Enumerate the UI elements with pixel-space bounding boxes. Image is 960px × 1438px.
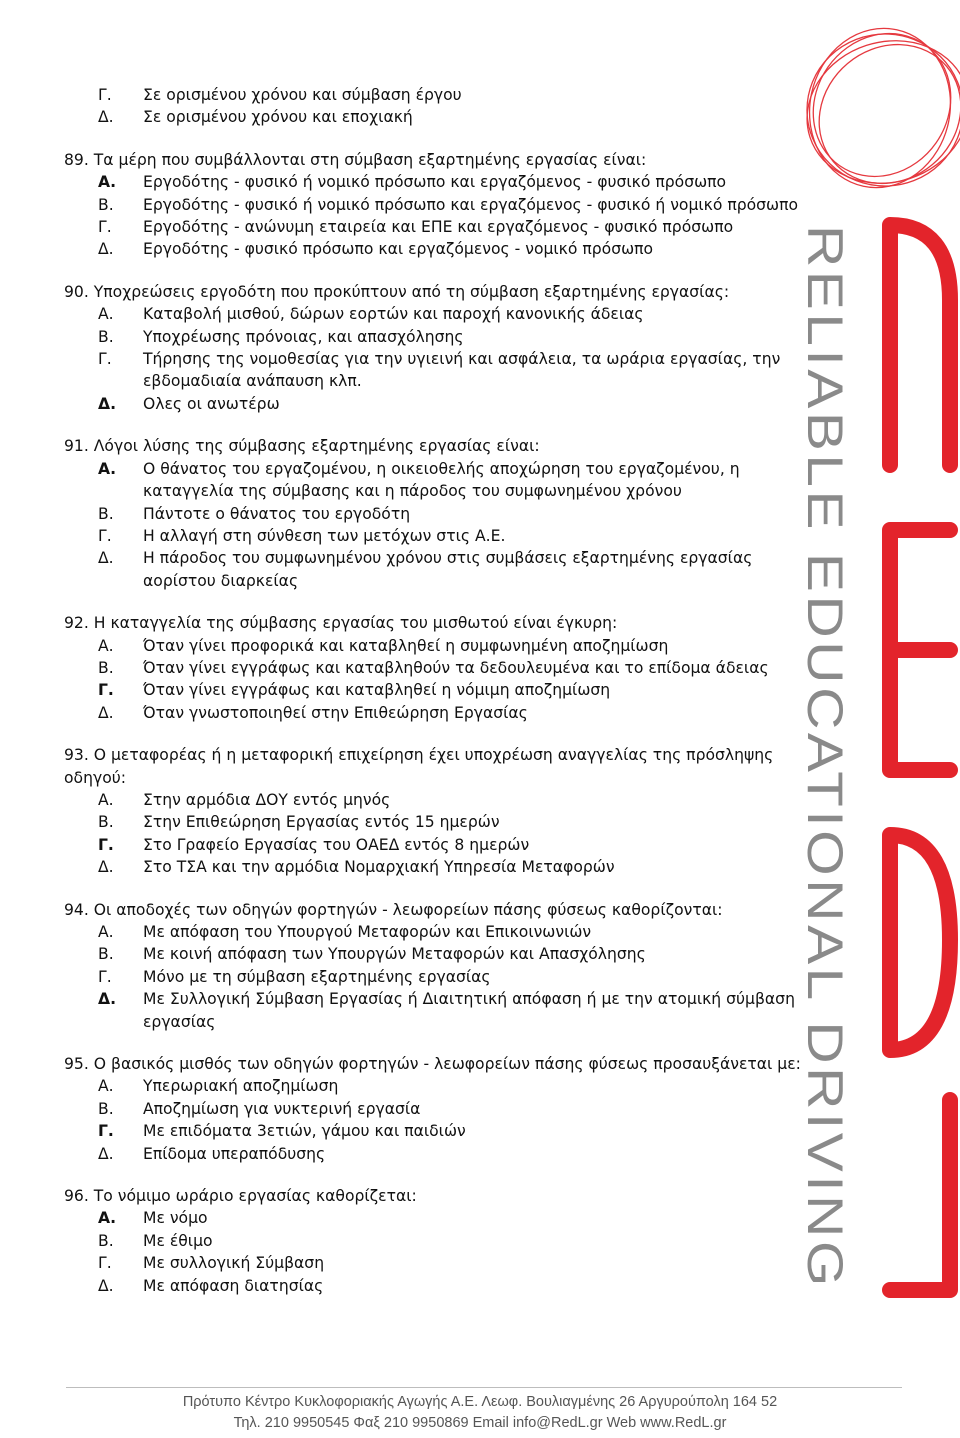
question-block — [64, 281, 804, 415]
answer-option — [64, 1207, 804, 1229]
answer-option — [64, 525, 804, 547]
option-text: Με απόφαση του Υπουργού Μεταφορών και Επικοινωνιών — [143, 923, 592, 941]
option-text: Όταν γνωστοποιηθεί στην Επιθεώρηση Εργασίας — [143, 703, 528, 722]
answer-option — [64, 811, 804, 833]
option-letter: Β. — [98, 327, 114, 346]
option-letter: Γ. — [98, 1254, 112, 1273]
footer-line-address: Πρότυπο Κέντρο Κυκλοφοριακής Αγωγής Α.Ε. Λεωφ. Βουλιαγμένης 26 Αργυρούπολη 164 52 — [182, 1394, 778, 1410]
option-text: Όταν γίνει εγγράφως και καταβληθεί η νόμιμη αποζημίωση — [143, 681, 611, 700]
option-letter: Α. — [98, 1077, 114, 1096]
option-letter: Γ. — [98, 967, 112, 986]
option-text: Στην αρμόδια ΔΟΥ εντός μηνός — [143, 790, 391, 809]
answer-option — [64, 789, 804, 811]
option-letter: Δ. — [98, 1276, 114, 1295]
answer-option — [64, 503, 804, 525]
option-letter: Β. — [98, 1099, 114, 1118]
answer-option — [64, 1252, 804, 1274]
option-letter: Δ. — [98, 703, 114, 722]
option-letter: Δ. — [98, 1144, 114, 1163]
option-letter: Δ. — [98, 240, 114, 259]
answer-option — [64, 1275, 804, 1297]
question-title: 93. Ο μεταφορέας ή η μεταφορική επιχείρηση έχει υποχρέωση αναγγελίας της πρόσληψης οδηγού: — [64, 746, 774, 787]
document-body — [64, 84, 804, 1317]
question-block — [64, 435, 804, 592]
answer-option — [64, 1230, 804, 1252]
option-text: Εργοδότης - ανώνυμη εταιρεία και ΕΠΕ και εργαζόμενος - φυσικό πρόσωπο — [143, 218, 734, 237]
option-text: Με Συλλογική Σύμβαση Εργασίας ή Διαιτητική απόφαση ή με την ατομική σύμβαση εργασίας — [143, 990, 795, 1031]
question-block — [64, 1185, 804, 1297]
answer-option — [64, 458, 804, 503]
option-letter: Α. — [98, 636, 114, 655]
option-letter: Γ. — [98, 218, 112, 237]
option-letter: Α. — [98, 1209, 116, 1228]
answer-option — [64, 303, 804, 325]
answer-option — [64, 856, 804, 878]
option-letter: Γ. — [98, 1122, 114, 1141]
question-list — [64, 149, 804, 1297]
answer-option — [64, 393, 804, 415]
answer-option — [64, 657, 804, 679]
answer-option — [64, 194, 804, 216]
brand-logo — [790, 0, 960, 1300]
option-text: Ο θάνατος του εργαζομένου, η οικειοθελής αποχώρηση του εργαζομένου, η καταγγελία της σύμβασης και η πάροδος του συμφωνημένου χρόνου — [143, 459, 740, 501]
answer-option — [64, 702, 804, 724]
question-block — [64, 744, 804, 878]
option-letter: Δ. — [98, 990, 116, 1009]
option-letter: Δ. — [98, 858, 114, 877]
option-letter: Β. — [98, 195, 114, 214]
option-text: Εργοδότης - φυσικό ή νομικό πρόσωπο και εργαζόμενος - φυσικό ή νομικό πρόσωπο — [143, 195, 799, 214]
footer-divider — [66, 1387, 902, 1388]
option-letter: Γ. — [98, 526, 112, 545]
question-title: 91. Λόγοι λύσης της σύμβασης εξαρτημένης εργασίας είναι: — [64, 437, 540, 456]
option-text: Εργοδότης - φυσικό πρόσωπο και εργαζόμενος - νομικό πρόσωπο — [143, 240, 654, 259]
option-letter: Α. — [98, 459, 116, 478]
option-text: Με νόμο — [143, 1209, 208, 1228]
option-text: Επίδομα υπεραπόδυσης — [143, 1144, 326, 1163]
option-text: Στην Επιθεώρηση Εργασίας εντός 15 ημερών — [143, 813, 500, 832]
question-title: 96. Το νόμιμο ωράριο εργασίας καθορίζεται: — [64, 1187, 417, 1206]
question-title: 95. Ο βασικός μισθός των οδηγών φορτηγών - λεωφορείων πάσης φύσεως προσαυξάνεται με: — [64, 1055, 801, 1074]
option-letter: Α. — [98, 173, 116, 192]
option-text: Υπερωριακή αποζημίωση — [143, 1077, 339, 1096]
option-text: Με έθιμο — [143, 1231, 213, 1250]
option-letter: Α. — [98, 305, 114, 324]
option-text: Ολες οι ανωτέρω — [143, 394, 280, 413]
answer-option — [64, 943, 804, 965]
answer-option — [64, 238, 804, 260]
option-letter: Β. — [98, 1231, 114, 1250]
page-footer — [0, 1392, 960, 1434]
option-text: Στο ΤΣΑ και την αρμόδια Νομαρχιακή Υπηρεσία Μεταφορών — [143, 858, 615, 877]
previous-question-tail — [64, 84, 804, 129]
option-letter: Δ. — [98, 549, 114, 568]
option-letter: Β. — [98, 504, 114, 523]
answer-option — [64, 635, 804, 657]
answer-option — [64, 1075, 804, 1097]
option-text: Με κοινή απόφαση των Υπουργών Μεταφορών και Απασχόλησης — [143, 945, 646, 964]
option-letter: Γ. — [98, 835, 114, 854]
answer-option — [64, 326, 804, 348]
answer-option — [64, 834, 804, 856]
red-circle-sketch-icon — [790, 7, 960, 213]
option-text: Μόνο με τη σύμβαση εξαρτημένης εργασίας — [143, 967, 491, 986]
option-letter: Β. — [98, 658, 114, 677]
option-text: Με συλλογική Σύμβαση — [143, 1254, 325, 1273]
option-text: Καταβολή μισθού, δώρων εορτών και παροχή κανονικής άδειας — [143, 305, 644, 324]
answer-option — [64, 348, 804, 393]
option-letter: Γ. — [98, 681, 114, 700]
option-text: Σε ορισμένου χρόνου και εποχιακή — [143, 108, 413, 127]
question-title: 89. Τα μέρη που συμβάλλονται στη σύμβαση εξαρτημένης εργασίας είναι: — [64, 150, 647, 169]
footer-line-contact: Τηλ. 210 9950545 Φαξ 210 9950869 Email info@RedL.gr Web www.RedL.gr — [233, 1415, 727, 1431]
answer-option — [64, 1120, 804, 1142]
option-text: Σε ορισμένου χρόνου και σύμβαση έργου — [143, 86, 462, 104]
answer-option — [64, 171, 804, 193]
answer-option — [64, 679, 804, 701]
option-letter: Δ. — [98, 394, 116, 413]
answer-option — [64, 921, 804, 943]
redl-letters-icon — [890, 225, 950, 1290]
option-text: Αποζημίωση για νυκτερινή εργασία — [143, 1099, 421, 1118]
option-text: Όταν γίνει εγγράφως και καταβληθούν τα δεδουλευμένα και το επίδομα άδειας — [143, 658, 769, 677]
option-letter: Γ. — [98, 350, 112, 369]
answer-option — [64, 216, 804, 238]
option-text: Η αλλαγή στη σύνθεση των μετόχων στις Α.Ε. — [143, 526, 506, 545]
answer-option — [64, 106, 804, 128]
option-letter: Δ. — [98, 108, 114, 127]
answer-option — [64, 84, 804, 106]
question-block — [64, 899, 804, 1033]
option-text: Με επιδόματα 3ετιών, γάμου και παιδιών — [143, 1122, 466, 1141]
answer-option — [64, 1143, 804, 1165]
question-title: 92. Η καταγγελία της σύμβασης εργασίας του μισθωτού είναι έγκυρη: — [64, 614, 618, 633]
option-text: Στο Γραφείο Εργασίας του ΟΑΕΔ εντός 8 ημερών — [143, 835, 530, 854]
option-letter: Α. — [98, 790, 114, 809]
option-letter: Α. — [98, 923, 114, 941]
question-title: 90. Υποχρεώσεις εργοδότη που προκύπτουν από τη σύμβαση εξαρτημένης εργασίας: — [64, 282, 730, 301]
question-block — [64, 149, 804, 261]
answer-option — [64, 1098, 804, 1120]
option-text: Με απόφαση διατησίας — [143, 1276, 324, 1295]
question-block — [64, 612, 804, 724]
option-text: Υποχρέωσης πρόνοιας, και απασχόλησης — [143, 327, 464, 346]
option-letter: Β. — [98, 945, 114, 964]
answer-option — [64, 988, 804, 1033]
question-title: 94. Οι αποδοχές των οδηγών φορτηγών - λεωφορείων πάσης φύσεως καθορίζονται: — [64, 900, 723, 919]
option-letter: Β. — [98, 813, 114, 832]
option-text: Η πάροδος του συμφωνημένου χρόνου στις συμβάσεις εξαρτημένης εργασίας αορίστου διαρκείας — [143, 549, 753, 590]
answer-option — [64, 966, 804, 988]
option-text: Εργοδότης - φυσικό ή νομικό πρόσωπο και εργαζόμενος - φυσικό πρόσωπο — [143, 173, 727, 192]
option-letter: Γ. — [98, 86, 112, 104]
option-text: Όταν γίνει προφορικά και καταβληθεί η συμφωνημένη αποζημίωση — [143, 636, 669, 655]
option-text: Τήρησης της νομοθεσίας για την υγιεινή και ασφάλεια, τα ωράρια εργασίας, την εβδομαδιαία ανάπαυση κλπ. — [143, 350, 781, 391]
brand-tagline: RELIABLE EDUCATIONAL DRIVING — [797, 225, 853, 1135]
answer-option — [64, 547, 804, 592]
question-block — [64, 1053, 804, 1165]
option-text: Πάντοτε ο θάνατος του εργοδότη — [143, 504, 411, 523]
